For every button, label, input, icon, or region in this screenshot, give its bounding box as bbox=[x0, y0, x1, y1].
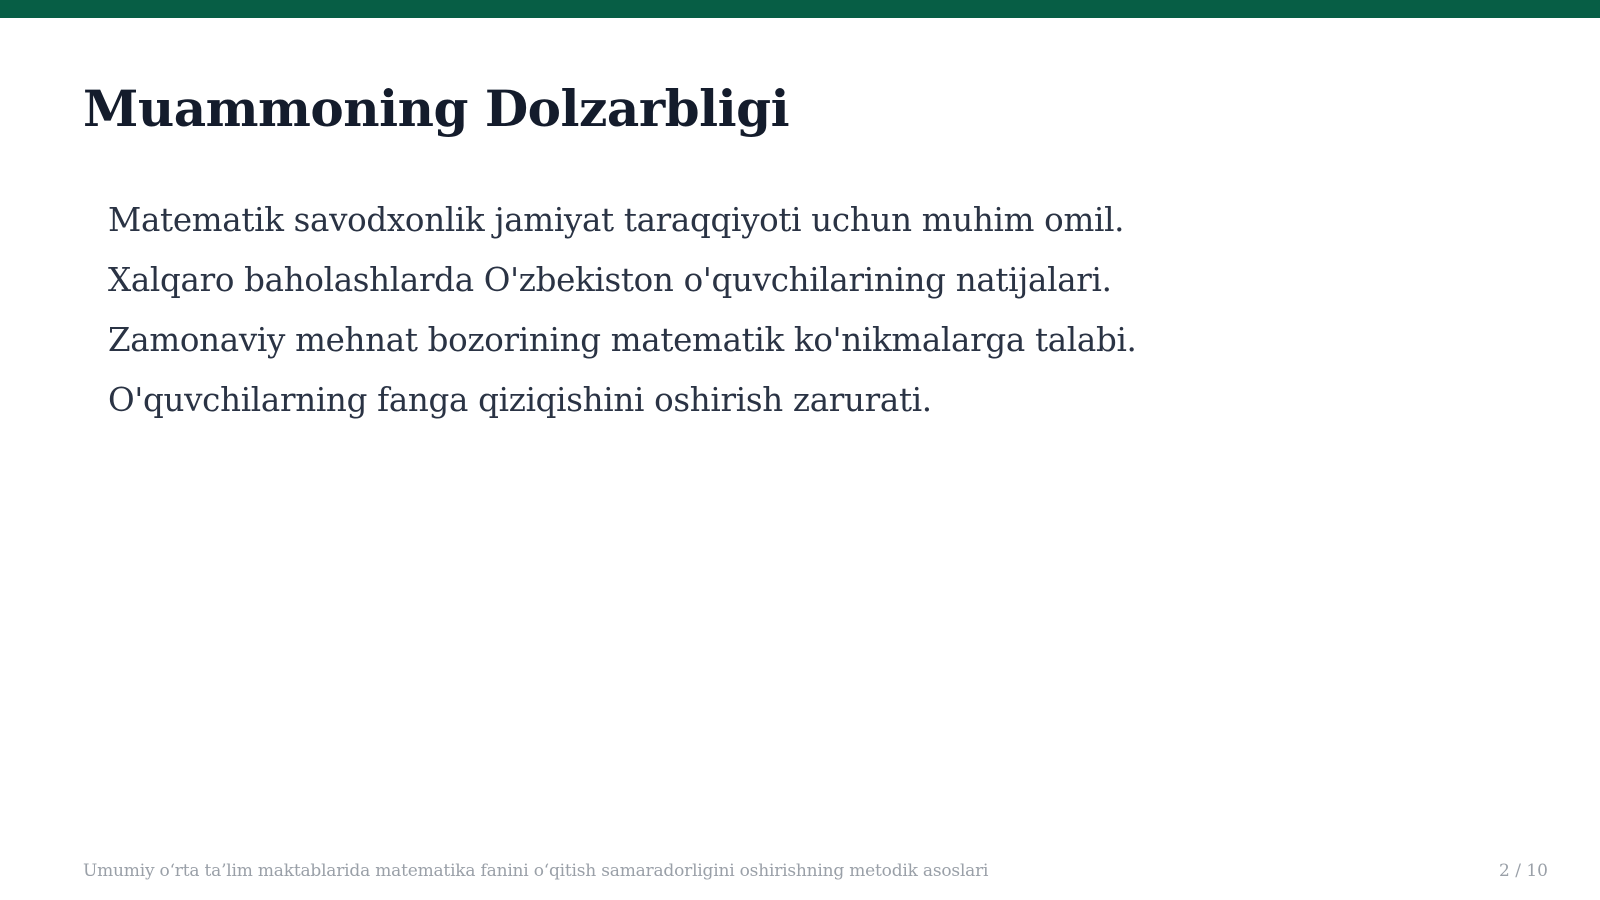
page-number: 2 / 10 bbox=[1499, 861, 1548, 881]
bullet-item: Zamonaviy mehnat bozorining matematik ko'nikmalarga talabi. bbox=[108, 321, 1137, 359]
bullet-list bbox=[108, 190, 1137, 430]
accent-bar bbox=[0, 0, 1600, 18]
bullet-item: O'quvchilarning fanga qiziqishini oshirish zarurati. bbox=[108, 381, 932, 419]
slide-title: Muammoning Dolzarbligi bbox=[83, 79, 790, 138]
footer-title: Umumiy o‘rta ta’lim maktablarida matematika fanini o‘qitish samaradorligini oshirishning metodik asoslari bbox=[83, 861, 989, 881]
bullet-item: Xalqaro baholashlarda O'zbekiston o'quvchilarining natijalari. bbox=[108, 261, 1112, 299]
bullet-item: Matematik savodxonlik jamiyat taraqqiyoti uchun muhim omil. bbox=[108, 201, 1125, 239]
